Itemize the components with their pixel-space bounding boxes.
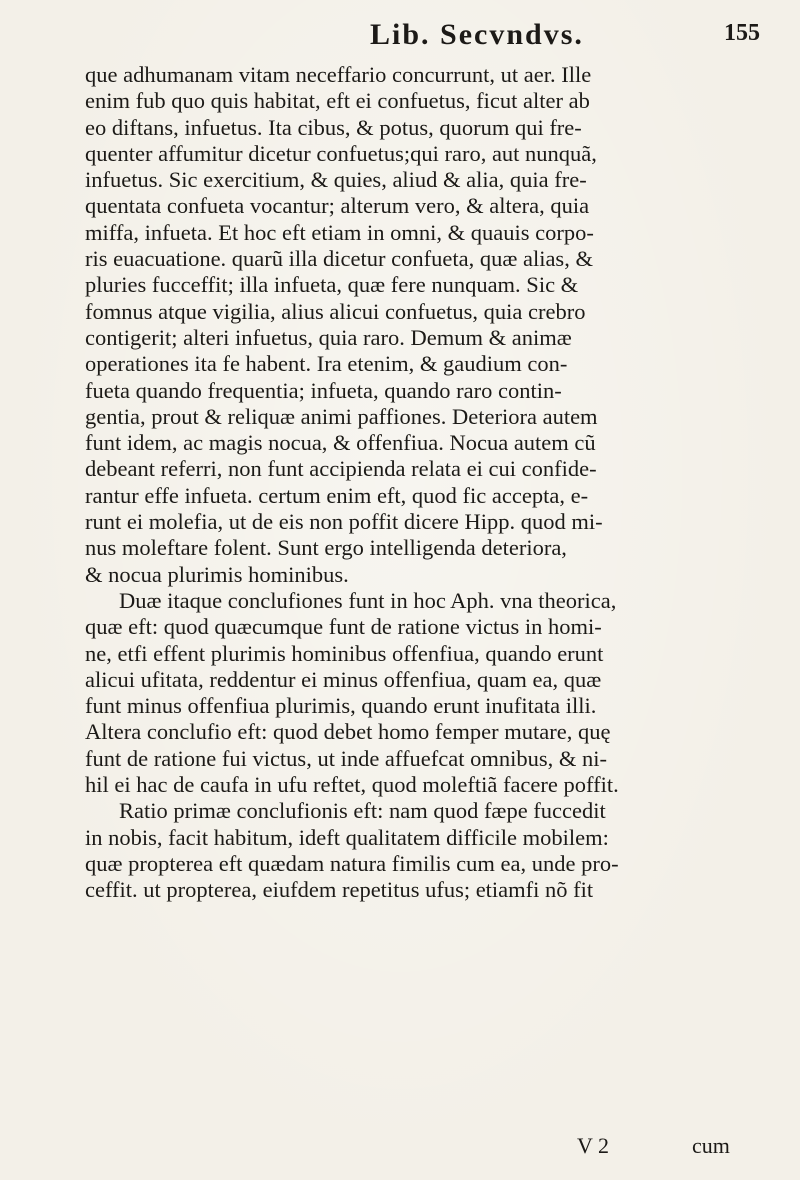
text-line: contigerit; alteri infuetus, quia raro. Demum & animæ (85, 324, 572, 350)
text-line: miffa, infueta. Et hoc eft etiam in omni, & quauis corpo- (85, 219, 594, 245)
text-line: fomnus atque vigilia, alius alicui confuetus, quia crebro (85, 298, 586, 324)
text-line: in nobis, facit habitum, ideft qualitatem difficile mobilem: (85, 824, 609, 850)
text-line: quentata confueta vocantur; alterum vero, & altera, quia (85, 193, 590, 219)
text-line: alicui ufitata, reddentur ei minus offenfiua, quam ea, quæ (85, 666, 602, 692)
page-number: 155 (724, 20, 760, 46)
text-line: & nocua plurimis hominibus. (85, 561, 349, 587)
text-line: quenter affumitur dicetur confuetus;qui raro, aut nunquã, (85, 140, 597, 166)
text-line: ceffit. ut propterea, eiufdem repetitus ufus; etiamfi nõ fit (85, 877, 594, 903)
text-line: debeant referri, non funt accipienda relata ei cui confide- (85, 456, 597, 482)
paragraph-start-line: Duæ itaque conclufiones funt in hoc Aph. vna theorica, (119, 587, 617, 613)
running-title: Lib. Secvndvs. (370, 18, 584, 51)
text-line: que adhumanam vitam neceffario concurrunt, ut aer. Ille (85, 62, 592, 87)
text-line: ris euacuatione. quarũ illa dicetur confueta, quæ alias, & (85, 246, 593, 272)
text-line: eo diftans, infuetus. Ita cibus, & potus, quorum qui fre- (85, 114, 582, 140)
text-line: infuetus. Sic exercitium, & quies, aliud & alia, quia fre- (85, 167, 587, 193)
text-line: fueta quando frequentia; infueta, quando raro contin- (85, 377, 562, 403)
signature-mark: V 2 (577, 1133, 609, 1158)
text-line: quæ propterea eft quædam natura fimilis cum ea, unde pro- (85, 850, 619, 876)
text-line: operationes ita fe habent. Ira etenim, & gaudium con- (85, 351, 568, 377)
text-line: pluries fucceffit; illa infueta, quæ fere nunquam. Sic & (85, 272, 579, 298)
running-head (60, 18, 760, 58)
text-line: nus moleftare folent. Sunt ergo intelligenda deteriora, (85, 535, 567, 561)
catchword: cum (692, 1133, 730, 1158)
body-text (85, 62, 785, 904)
text-line: funt idem, ac magis nocua, & offenfiua. Nocua autem cũ (85, 430, 596, 456)
text-line: funt minus offenfiua plurimis, quando erunt inufitata illi. (85, 693, 597, 719)
text-line: Altera conclufio eft: quod debet homo femper mutare, quę (85, 719, 611, 745)
text-line: gentia, prout & reliquæ animi paffiones. Deteriora autem (85, 403, 598, 429)
paragraph-start-line: Ratio primæ conclufionis eft: nam quod fæpe fuccedit (119, 798, 606, 824)
page-footer (0, 1133, 800, 1163)
text-line: runt ei molefia, ut de eis non poffit dicere Hipp. quod mi- (85, 509, 603, 535)
text-line: funt de ratione fui victus, ut inde affuefcat omnibus, & ni- (85, 745, 607, 771)
text-line: quæ eft: quod quæcumque funt de ratione victus in homi- (85, 614, 602, 640)
text-line: enim fub quo quis habitat, eft ei confuetus, ficut alter ab (85, 88, 590, 114)
text-line: rantur effe infueta. certum enim eft, quod fic accepta, e- (85, 482, 589, 508)
text-line: hil ei hac de caufa in ufu reftet, quod moleftiã facere poffit. (85, 772, 619, 798)
text-line: ne, etfi effent plurimis hominibus offenfiua, quando erunt (85, 640, 604, 666)
